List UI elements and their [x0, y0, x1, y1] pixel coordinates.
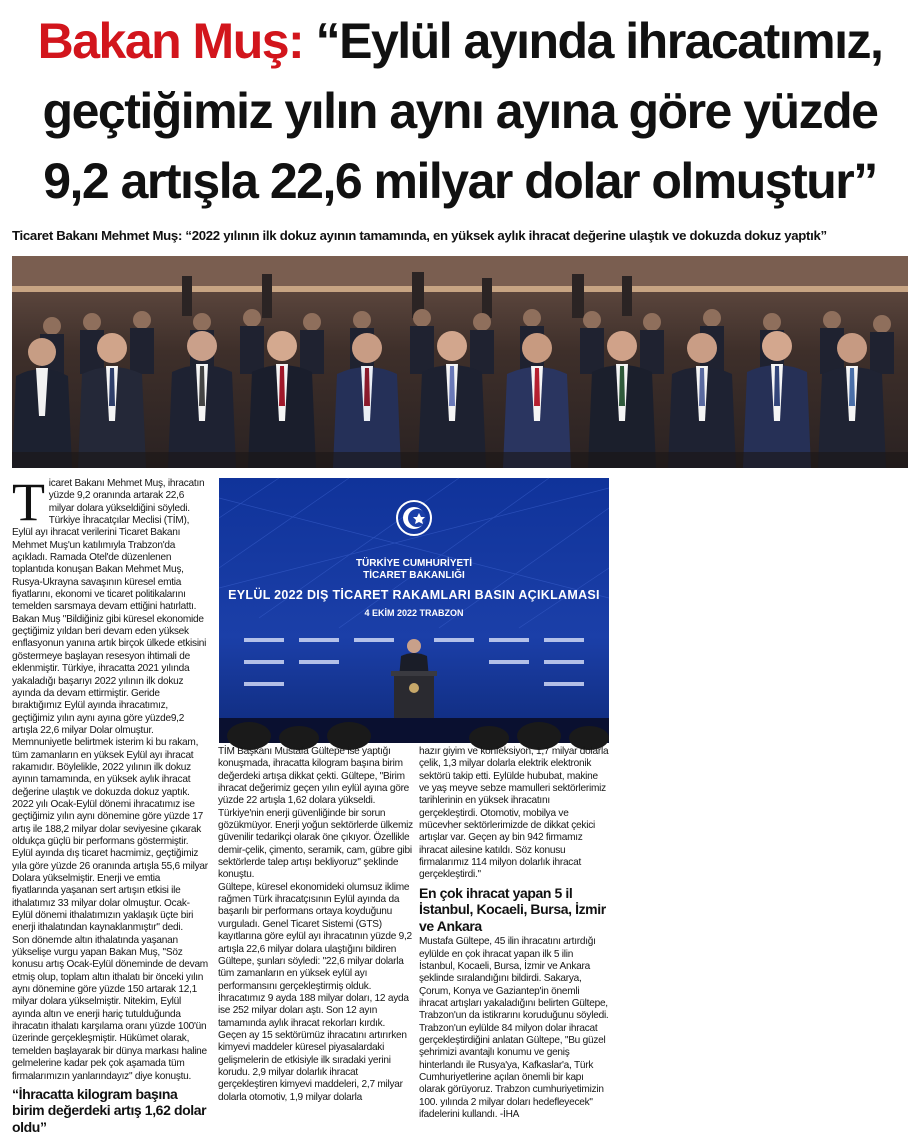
article-subheading: En çok ihracat yapan 5 il İstanbul, Kocaeli, Bursa, İzmir ve Ankara [419, 884, 606, 934]
article-column-3 [419, 746, 609, 1121]
article-paragraph: Son dönemde altın ithalatında yaşanan yükselişe vurgu yapan Bakan Muş, "Söz konusu artış Ocak-Eylül döneminde de devam etmiş olup, toplam altın ithalatı bir önceki yılın aynı dönemine göre yüzde 150 artarak 12,1 milyar dolara yükselmiştir. Nitekim, Eylül ayında altın ve enerji hariç tutulduğunda ihracatın ithalatı karşılama oranı yüzde 100'ün üzerinde gerçekleşmiştir. Hükümet olarak, temelden başlayarak bir dünya markası haline gelmelerine kadar pek çok aşamada tüm firmalarımızın yanlarındayız" diye konuştu. [12, 934, 208, 1082]
banner-organization [219, 558, 609, 582]
event-audience-photo [12, 256, 908, 468]
banner-date: 4 EKİM 2022 TRABZON [364, 608, 464, 618]
article-subheading: “İhracatta kilogram başına birim değerdeki artış 1,62 dolar oldu” [12, 1085, 207, 1135]
headline-lead: Bakan Muş: [37, 13, 304, 69]
article-column-1 [12, 472, 208, 1137]
article-column-2 [218, 746, 413, 1104]
headline-line-3: 9,2 artışla 22,6 milyar dolar olmuştur” [43, 153, 877, 209]
headline [12, 6, 908, 216]
article-paragraph: Mustafa Gültepe, 45 ilin ihracatını artırdığı eylülde en çok ihracat yapan ilk 5 ilin İstanbul, Kocaeli, Bursa, İzmir ve Ankara şeklinde sıralandığını bildirdi. Sakarya, Çorum, Konya ve Gaziantep'in önemli ihracat artışları yakaladığını belirten Gültepe, Trabzon'un da istikrarını koruduğunu söyledi. Trabzon'un eylülde 84 milyon dolar ihracat gerçekleştirdiğini anlatan Gültepe, "Bu güzel şehrimizi avantajlı konumu ve geniş hinterlandı ile Rusya'ya, Kafkaslar'a, Türk Cumhuriyetlerine açılan önemli bir kapı olarak görüyoruz. Trabzon cumhuriyetimizin 100. yılında 2 milyar doları hedefleyecek" ifadelerini kullandı. -İHA [419, 936, 609, 1121]
headline-line-2: geçtiğimiz yılın aynı ayına göre yüzde [42, 83, 878, 139]
article-dropcap: T [12, 472, 45, 532]
banner-org-line-2: TİCARET BAKANLIĞI [363, 570, 465, 581]
press-conference-photo [219, 478, 609, 743]
article-paragraph: hazır giyim ve konfeksiyon, 1,7 milyar dolarla çelik, 1,3 milyar dolarla elektrik elektronik sektörü takip etti. Eylülde hububat, makine ve yaş meyve sebze mamulleri sektörlerimiz tarihlerinin en yüksek ihracatını gerçekleştirdi. Otomotiv, mobilya ve mücevher sektörlerimizde de dikkat çekici artışlar var. Geçen ay bin 942 firmamız ihracat ailesine katıldı. Söz konusu firmalarımız 114 milyon dolarlık ihracat gerçekleştirdi." [419, 746, 609, 881]
headline-line-1 [12, 6, 908, 76]
banner-title: EYLÜL 2022 DIŞ TİCARET RAKAMLARI BASIN AÇIKLAMASI [228, 588, 600, 602]
subheadline: Ticaret Bakanı Mehmet Muş: “2022 yılının ilk dokuz ayının tamamında, en yüksek aylık ihracat değerine ulaştık ve dokuzda dokuz yaptık” [12, 228, 827, 243]
headline-quote-start: “Eylül ayında ihracatımız, [315, 13, 883, 69]
audience-photo-illustration [12, 256, 908, 468]
article-paragraph: icaret Bakanı Mehmet Muş, ihracatın yüzde 9,2 oranında artarak 22,6 milyar dolara yükseldiğini söyledi. Türkiye İhracatçılar Meclisi (TİM), Eylül ayı ihracat verilerini Ticaret Bakanı Mehmet Muş'un katılımıyla Trabzon'da açıkladı. Ramada Otel'de düzenlenen toplantıda konuşan Bakan Mehmet Muş, Rusya-Ukrayna savaşının küresel emtia fiyatlarını, ekonomi ve ticaret politikalarını temelden sarsmaya devam ettiğini hatırlattı. Bakan Muş "Bildiğiniz gibi küresel ekonomide geçtiğimiz yıldan beri devam eden yüksek enflasyonun yanına artık birçok ülkede etkisini göstermeye başlayan resesyon ihtimali de eklenmiştir. Türkiye, ihracatta 2021 yılında yakaladığı başarıyı 2022 yılının ilk dokuz ayında da devam ettirmiştir. Geride bıraktığımız Eylül ayında ihracatımız, geçtiğimiz yılın aynı ayına göre yüzde9,2 artışla 22,6 milyar Dolar olmuştur. Memnuniyetle belirtmek isterim ki bu rakam, tüm zamanların en yüksek Eylül ayı ihracat rakamıdır. Böylelikle, 2022 yılının ilk dokuz ayının tamamında, en yüksek aylık ihracat değerine ulaştık ve dokuzda dokuz yaptık. 2022 yılı Ocak-Eylül dönemi ihracatımız ise geçtiğimiz yılın aynı dönemine göre yüzde 17 artış ile 188,2 milyar dolar seviyesine çıkarak oldukça güçlü bir performans göstermiştir. Eylül ayında dış ticaret hacmimiz, geçtiğimiz yıla göre yüzde 26 oranında artışla 55,6 milyar Dolara yükselmiştir. Enerji ve emtia fiyatlarında yaşanan sert artışın etkisi ile ithalatımız 33 milyar dolar olmuştur. Ocak-Eylül dönemi ithalatımızın yaklaşık üçte biri enerji ithalatından kaynaklanmıştır" dedi. [12, 478, 208, 934]
banner-org-line-1: TÜRKİYE CUMHURİYETİ [355, 558, 473, 569]
article-paragraph: Gültepe, küresel ekonomideki olumsuz iklime rağmen Türk ihracatçısının Eylül ayında da başarılı bir performans ortaya koyduğunu vurguladı. Genel Ticaret Sistemi (GTS) kayıtlarına göre eylül ayı ihracatının yüzde 9,2 artışla 22,6 milyar dolara ulaştığını bildiren Gültepe, şunları söyledi: "22,6 milyar dolarla tüm zamanların en yüksek eylül ayı performansını gerçekleştirmiş olduk. İhracatımız 9 ayda 188 milyar doları, 12 ayda ise 252 milyar doları aştı. Son 12 ayın tamamında aylık ihracat rekorları kırdık. Geçen ay 15 sektörümüz ihracatını artırırken kimyevi maddeler küresel piyasalardaki gelişmelerin de etkisiyle ilk sıradaki yerini korudu. 2,9 milyar dolarlık ihracat gerçekleştiren kimyevi maddeleri, 2,7 milyar dolarla otomotiv, 1,9 milyar dolarla [218, 881, 412, 1103]
article-paragraph: TİM Başkanı Mustafa Gültepe ise yaptığı konuşmada, ihracatta kilogram başına birim değerdeki artışa dikkat çekti. Gültepe, "Birim ihracat değerimiz geçen yılın eylül ayına göre yüzde 22 artışla 1,62 dolara yükseldi. Türkiye'nin enerji güvenliğinde bir sorun gözükmüyor. Enerji yoğun sektörlerde ülkemiz güvenilir tedarikçi olarak öne çıkıyor. Özellikle demir-çelik, çimento, seramik, cam, gübre gibi sektörlerde talep artışı bekliyoruz" şeklinde konuştu. [218, 746, 413, 881]
